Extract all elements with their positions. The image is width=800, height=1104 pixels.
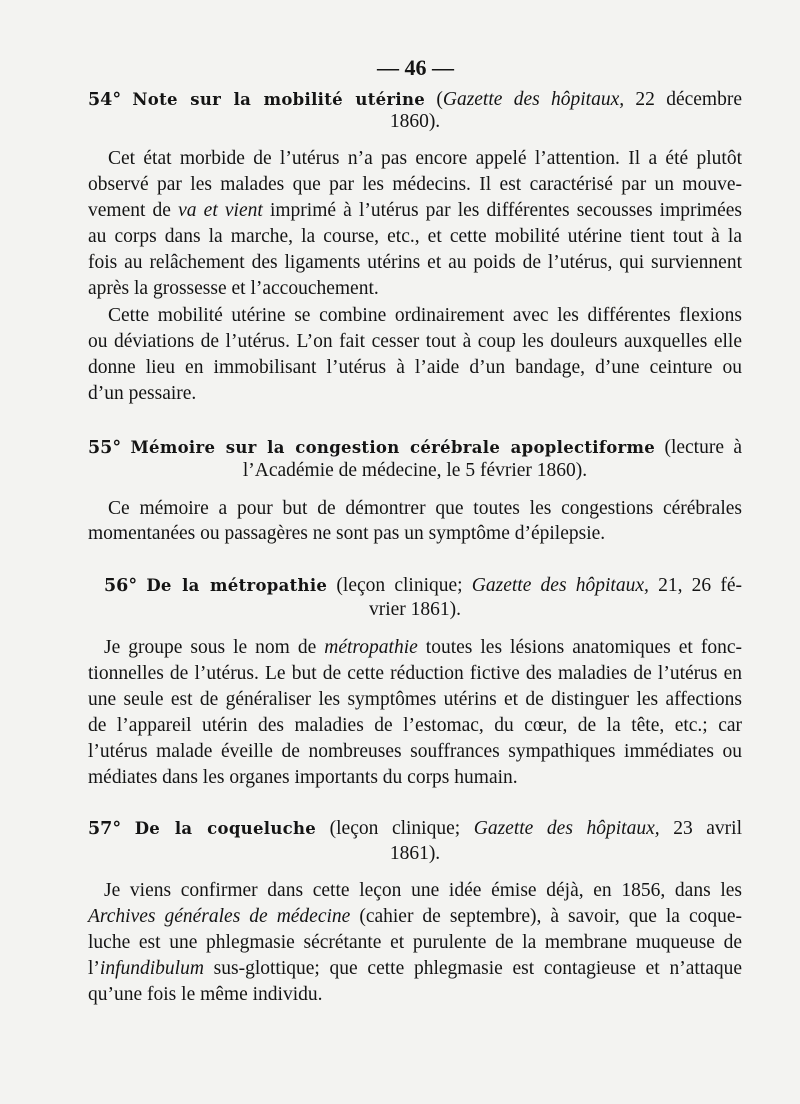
- entry-heading-57: [88, 817, 742, 841]
- source-date: 22 décembre: [624, 89, 742, 110]
- text-line: qu’une fois le même individu.: [88, 984, 323, 1005]
- text-run: (cahier de septembre), à savoir, que la coque-: [350, 906, 742, 927]
- source-prefix: (: [425, 89, 443, 110]
- text-run: imprimé à l’utérus par les différentes secousses imprimées: [262, 200, 742, 221]
- entry-source-continued: l’Académie de médecine, le 5 février 1860).: [242, 460, 588, 481]
- text-run: toutes les lésions anatomiques et fonc-: [417, 637, 743, 658]
- entry-source-continued: 1861).: [389, 843, 441, 864]
- entry-number: 55°: [88, 438, 122, 458]
- italic-term: va et vient: [178, 200, 263, 221]
- text-line: une seule est de généraliser les symptômes utérins et de distinguer les affections: [88, 689, 742, 710]
- text-line: observé par les malades que par les médecins. Il est caractérisé par un mouve-: [88, 174, 742, 195]
- entry-heading-55: [88, 436, 742, 460]
- text-line: Cette mobilité utérine se combine ordinairement avec les différentes flexions: [108, 305, 742, 326]
- entry-title: Mémoire sur la congestion cérébrale apoplectiforme: [130, 438, 656, 457]
- text-line: au corps dans la marche, la course, etc., et cette mobilité utérine tient tout à la: [88, 226, 742, 247]
- entry-source-continued: vrier 1861).: [368, 599, 462, 620]
- italic-term: infundibulum: [99, 958, 204, 979]
- text-run: l’: [88, 958, 100, 979]
- text-line: fois au relâchement des ligaments utérins et au poids de l’utérus, qui surviennent: [88, 252, 742, 273]
- text-line: tionnelles de l’utérus. Le but de cette réduction fictive des maladies de l’utérus en: [88, 663, 742, 684]
- source-date: 21, 26 fé-: [648, 575, 742, 596]
- entry-heading-56: [104, 574, 742, 598]
- entry-number: 54°: [88, 90, 122, 110]
- text-run: vement de: [88, 200, 179, 221]
- text-line: [88, 905, 742, 929]
- journal-name: Gazette des hôpitaux,: [471, 575, 649, 596]
- entry-title: De la coqueluche: [134, 819, 317, 838]
- text-line: Je viens confirmer dans cette leçon une idée émise déjà, en 1856, dans les: [104, 880, 742, 901]
- entry-title: Note sur la mobilité utérine: [132, 90, 426, 109]
- entry-number: 56°: [104, 576, 138, 596]
- text-line: [104, 636, 742, 660]
- text-line: luche est une phlegmasie sécrétante et purulente de la membrane muqueuse de: [88, 932, 742, 953]
- source-prefix: (leçon clinique;: [327, 575, 472, 596]
- source-prefix: (leçon clinique;: [316, 818, 474, 839]
- italic-term: métropathie: [324, 637, 418, 658]
- entry-number: 57°: [88, 819, 122, 839]
- italic-term: Archives générales de médecine: [88, 906, 351, 927]
- text-line: médiates dans les organes importants du corps humain.: [88, 767, 518, 788]
- text-line: après la grossesse et l’accouchement.: [88, 278, 379, 299]
- entry-title: De la métropathie: [146, 576, 328, 595]
- text-line: Cet état morbide de l’utérus n’a pas encore appelé l’attention. Il a été plutôt: [108, 148, 742, 169]
- text-line: donne lieu en immobilisant l’utérus à l’aide d’un bandage, d’une ceinture ou: [88, 357, 742, 378]
- text-line: [88, 199, 742, 223]
- page-number: — 46 —: [377, 55, 454, 80]
- text-line: momentanées ou passagères ne sont pas un symptôme d’épilepsie.: [88, 523, 606, 544]
- source-prefix: (lecture à: [655, 437, 743, 458]
- text-line: d’un pessaire.: [88, 383, 197, 404]
- text-run: Je groupe sous le nom de: [104, 637, 325, 658]
- journal-name: Gazette des hôpitaux,: [442, 89, 625, 110]
- journal-name: Gazette des hôpitaux,: [473, 818, 660, 839]
- text-line: ou déviations de l’utérus. L’on fait cesser tout à coup les douleurs auxquelles elle: [88, 331, 742, 352]
- source-date: 23 avril: [659, 818, 743, 839]
- text-line: de l’appareil utérin des maladies de l’estomac, du cœur, de la tête, etc.; car: [88, 715, 742, 736]
- entry-source-continued: 1860).: [389, 111, 441, 132]
- text-line: [88, 957, 742, 981]
- text-run: sus-glottique; que cette phlegmasie est contagieuse et n’attaque: [203, 958, 742, 979]
- text-line: Ce mémoire a pour but de démontrer que toutes les congestions cérébrales: [108, 498, 742, 519]
- text-line: l’utérus malade éveille de nombreuses souffrances sympathiques immédiates ou: [88, 741, 742, 762]
- entry-heading-54: [88, 88, 742, 112]
